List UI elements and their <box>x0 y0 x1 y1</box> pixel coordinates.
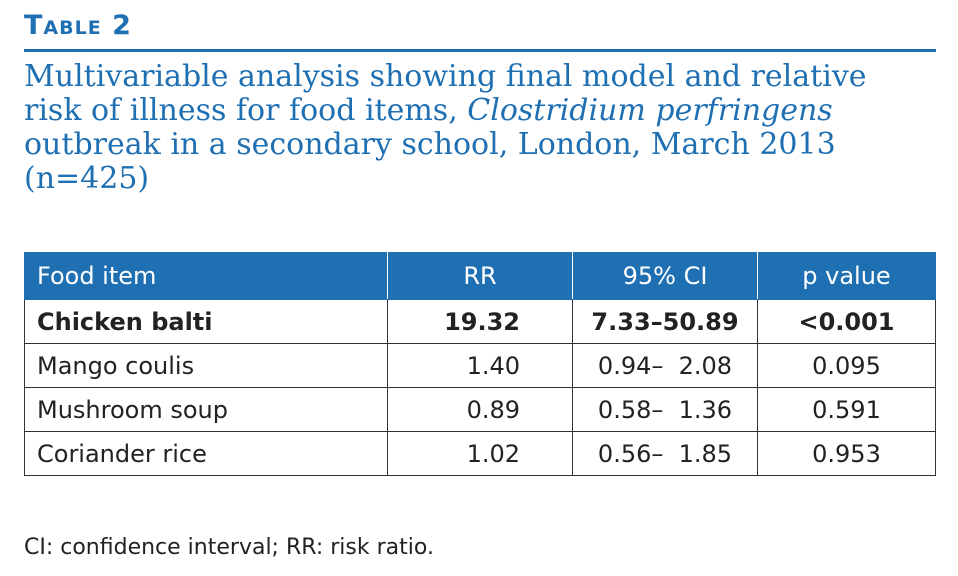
header-rr: RR <box>388 253 573 300</box>
table-caption <box>24 60 924 196</box>
header-ci: 95% CI <box>573 253 758 300</box>
table-row <box>25 300 936 344</box>
cell-rr: 1.02 <box>388 432 573 476</box>
header-p-value: p value <box>758 253 936 300</box>
cell-rr: 19.32 <box>388 300 573 344</box>
cell-rr: 0.89 <box>388 388 573 432</box>
header-food-item: Food item <box>25 253 388 300</box>
cell-food: Mango coulis <box>25 344 388 388</box>
table-footnote: CI: confidence interval; RR: risk ratio. <box>24 535 434 560</box>
cell-ci: 0.58– 1.36 <box>573 388 758 432</box>
cell-p: 0.591 <box>758 388 936 432</box>
cell-ci: 0.94– 2.08 <box>573 344 758 388</box>
cell-food: Chicken balti <box>25 300 388 344</box>
results-table <box>24 252 936 476</box>
cell-food: Coriander rice <box>25 432 388 476</box>
cell-ci: 7.33–50.89 <box>573 300 758 344</box>
cell-p: <0.001 <box>758 300 936 344</box>
table-label: Table 2 <box>24 10 132 41</box>
heading-rule <box>24 49 936 52</box>
table-row <box>25 388 936 432</box>
caption-organism: Clostridium perfringens <box>467 93 833 128</box>
table-row <box>25 344 936 388</box>
cell-p: 0.095 <box>758 344 936 388</box>
header-row <box>25 253 936 300</box>
caption-part1: Multivariable analysis showing final model and relative risk of illness for food items, <box>24 59 867 128</box>
cell-rr: 1.40 <box>388 344 573 388</box>
cell-p: 0.953 <box>758 432 936 476</box>
cell-food: Mushroom soup <box>25 388 388 432</box>
caption-part2: outbreak in a secondary school, London, March 2013 (n=425) <box>24 127 836 196</box>
cell-ci: 0.56– 1.85 <box>573 432 758 476</box>
table-row <box>25 432 936 476</box>
